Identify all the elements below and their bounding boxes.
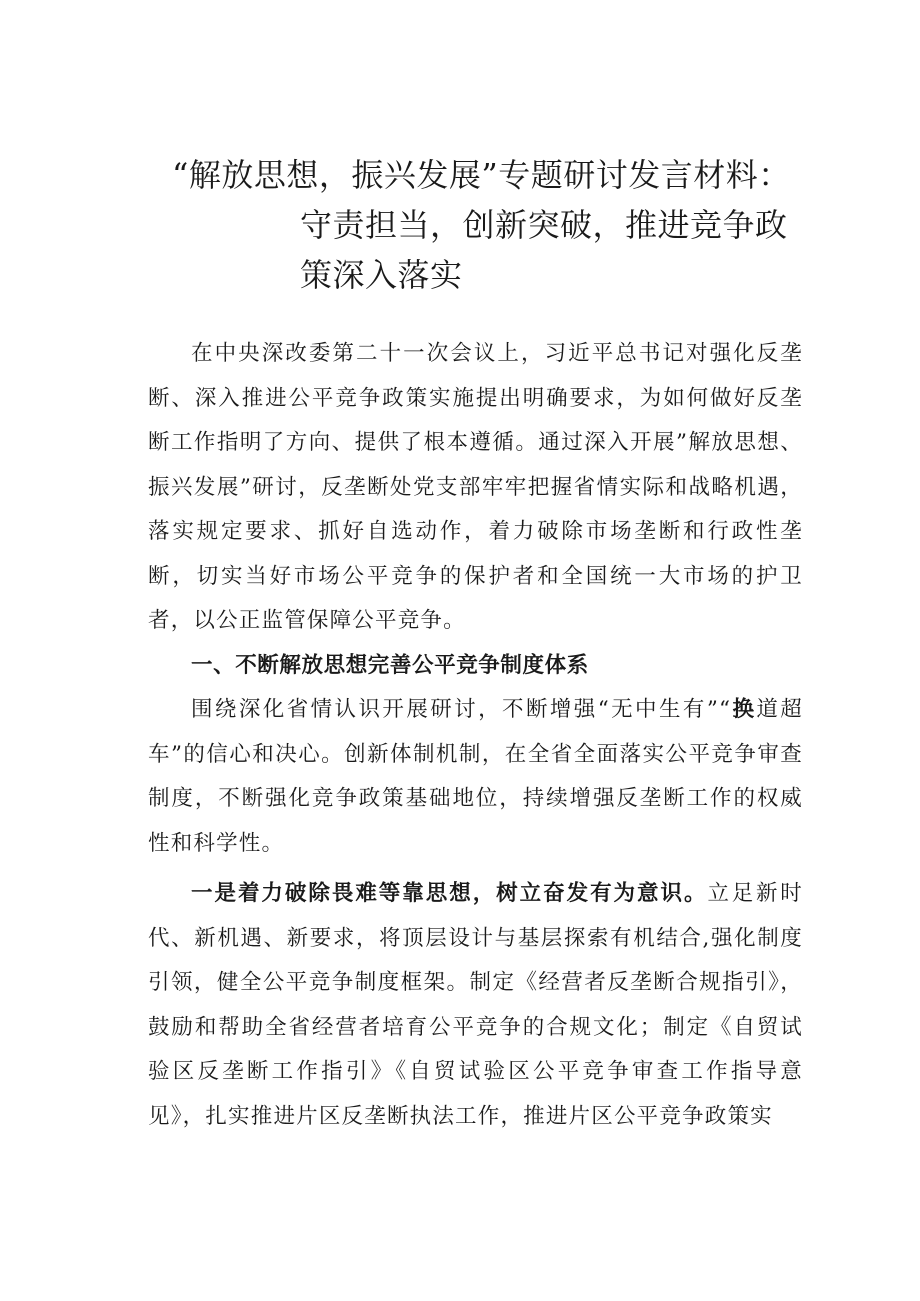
intro-paragraph: 在中央深改委第二十一次会议上，习近平总书记对强化反垄断、深入推进公平竞争政策实施提出明确要求，为如何做好反垄断工作指明了方向、提供了根本遵循。通过深入开展”解放思想、振兴发展”研讨，反垄断处党支部牢牢把握省情实际和战略机遇，落实规定要求、抓好自选动作，着力破除市场垄断和行政性垄断，切实当好市场公平竞争的保护者和全国统一大市场的护卫者，以公正监管保障公平竞争。: [148, 341, 803, 633]
section-1-paragraph-text-a: 围绕深化省情认识开展研讨，不断增强“无中生有”“: [191, 697, 732, 722]
title-line-1: “解放思想，振兴发展”专题研讨发言材料：: [172, 156, 791, 194]
title-line-3: 策深入落实: [300, 256, 463, 294]
title-line-2: 守责担当，创新突破，推进竞争政: [300, 206, 788, 244]
document-title: [150, 150, 840, 300]
section-1-paragraph-text-b: 道超车”的信心和决心。创新体制机制，在全省全面落实公平竞争审查制度，不断强化竞争政策基础地位，持续增强反垄断工作的权威性和科学性。: [148, 697, 803, 856]
section-1-paragraph-bold-char: 换: [731, 697, 757, 722]
section-1-paragraph: [148, 688, 803, 866]
point-1-lead: 一是着力破除畏难等靠思想，树立奋发有为意识。: [191, 881, 708, 906]
section-heading-1: 一、不断解放思想完善公平竞争制度体系: [191, 652, 589, 678]
document-body: [148, 332, 803, 1139]
point-1-body: 立足新时代、新机遇、新要求，将顶层设计与基层探索有机结合,强化制度引领，健全公平竞争制度框架。制定《经营者反垄断合规指引》，鼓励和帮助全省经营者培育公平竞争的合规文化；制定《自贸试验区反垄断工作指引》《自贸试验区公平竞争审查工作指导意见》，扎实推进片区反垄断执法工作，推进片区公平竞争政策实: [148, 881, 803, 1129]
point-1-paragraph: [148, 872, 803, 1139]
